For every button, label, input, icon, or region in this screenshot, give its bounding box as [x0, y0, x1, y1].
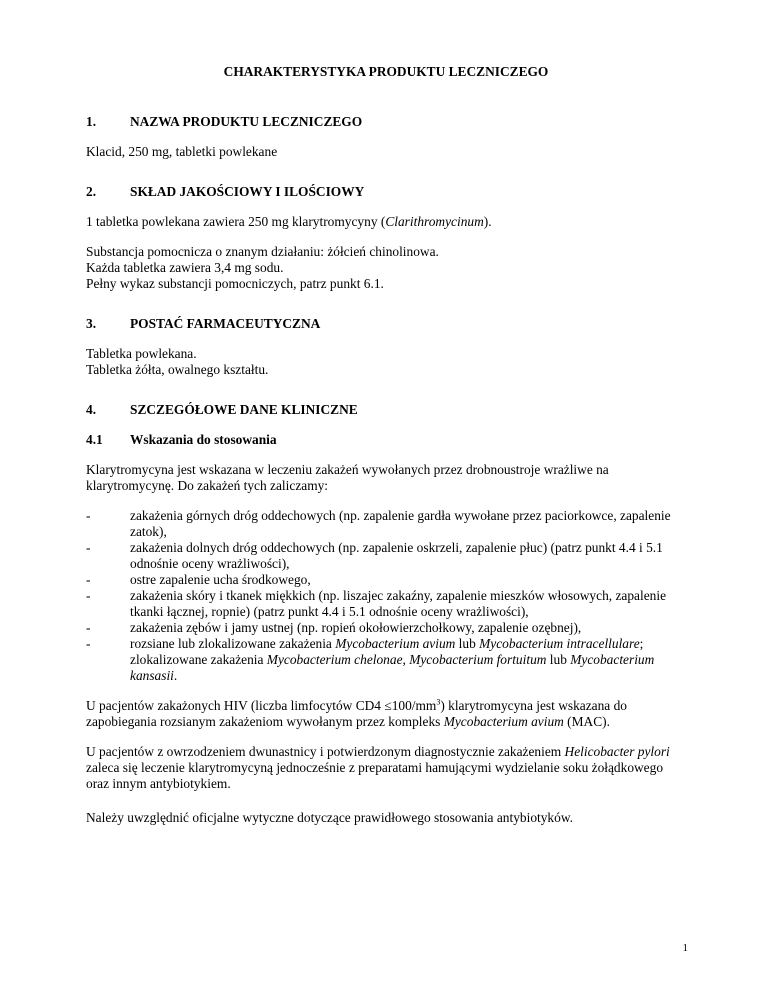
section-1	[86, 114, 686, 160]
section-number: 3.	[86, 316, 97, 331]
section-4-1	[86, 432, 686, 826]
section-number: 1.	[86, 114, 97, 129]
list-item: - zakażenia dolnych dróg oddechowych (np. zapalenie oskrzeli, zapalenie płuc) (patrz punkt 4.4 i 5.1 odnośnie oceny wrażliwości),	[86, 540, 663, 571]
section-4	[86, 402, 686, 418]
excipient-line: Pełny wykaz substancji pomocniczych, patrz punkt 6.1.	[86, 276, 384, 291]
document-page	[86, 64, 686, 826]
section-title: SZCZEGÓŁOWE DANE KLINICZNE	[130, 402, 358, 417]
guidelines-paragraph: Należy uwzględnić oficjalne wytyczne dotyczące prawidłowego stosowania antybiotyków.	[86, 810, 573, 825]
section-number: 4.	[86, 402, 97, 417]
product-name: Klacid, 250 mg, tabletki powlekane	[86, 144, 278, 159]
indications-list	[86, 508, 686, 684]
document-title: CHARAKTERYSTYKA PRODUKTU LECZNICZEGO	[223, 64, 549, 79]
section-1-heading	[86, 114, 686, 130]
hiv-paragraph: U pacjentów zakażonych HIV (liczba limfocytów $CD4 \le 100/mm^3$) klarytromycyna jest wskazana do zapobiegania rozsianym zakażeniom wywołanym przez kompleks Mycobacterium avium (MAC).	[86, 697, 627, 729]
composition-text: 1 tabletka powlekana zawiera 250 mg klarytromycyny (Clarithromycinum).	[86, 214, 492, 229]
section-number: 4.1	[86, 432, 103, 447]
section-title: Wskazania do stosowania	[130, 432, 277, 447]
helicobacter-paragraph: U pacjentów z owrzodzeniem dwunastnicy i potwierdzonym diagnostycznie zakażeniem Helicobacter pylori zaleca się leczenie klarytromycyną jednocześnie z preparatami hamującymi wydzielanie soku żołądkowego oraz innym antybiotykiem.	[86, 744, 670, 791]
excipients-block	[86, 244, 686, 292]
section-2-heading	[86, 184, 686, 200]
section-4-heading	[86, 402, 686, 418]
section-title: POSTAĆ FARMACEUTYCZNA	[130, 316, 321, 331]
list-item: - ostre zapalenie ucha środkowego,	[86, 572, 311, 587]
form-line: Tabletka powlekana.	[86, 346, 197, 361]
excipient-line: Każda tabletka zawiera 3,4 mg sodu.	[86, 260, 284, 275]
list-item: - zakażenia skóry i tkanek miękkich (np. liszajec zakaźny, zapalenie mieszków włosowych, zapalenie tkanki łącznej, ropnie) (patrz punkt 4.4 i 5.1 odnośnie oceny wrażliwości),	[86, 588, 667, 619]
list-item: - zakażenia zębów i jamy ustnej (np. ropień okołowierzchołkowy, zapalenie ozębnej),	[86, 620, 582, 635]
excipient-line: Substancja pomocnicza o znanym działaniu: żółcień chinolinowa.	[86, 244, 439, 259]
form-line: Tabletka żółta, owalnego kształtu.	[86, 362, 269, 377]
form-block	[86, 346, 686, 378]
section-3-heading	[86, 316, 686, 332]
section-number: 2.	[86, 184, 97, 199]
section-title: SKŁAD JAKOŚCIOWY I ILOŚCIOWY	[130, 184, 365, 199]
section-3	[86, 316, 686, 378]
section-title: NAZWA PRODUKTU LECZNICZEGO	[130, 114, 363, 129]
section-2	[86, 184, 686, 292]
section-4-1-heading	[86, 432, 686, 448]
page-number: 1	[682, 942, 688, 954]
list-item: - zakażenia górnych dróg oddechowych (np. zapalenie gardła wywołane przez paciorkowce, zapalenie zatok),	[86, 508, 671, 539]
list-item: - rozsiane lub zlokalizowane zakażenia Mycobacterium avium lub Mycobacterium intracellulare; zlokalizowane zakażenia Mycobacterium chelonae, Mycobacterium fortuitum lub Mycobacterium kansasii.	[86, 636, 655, 683]
indications-intro: Klarytromycyna jest wskazana w leczeniu zakażeń wywołanych przez drobnoustroje wrażliwe na klarytromycynę. Do zakażeń tych zaliczamy:	[86, 462, 609, 493]
